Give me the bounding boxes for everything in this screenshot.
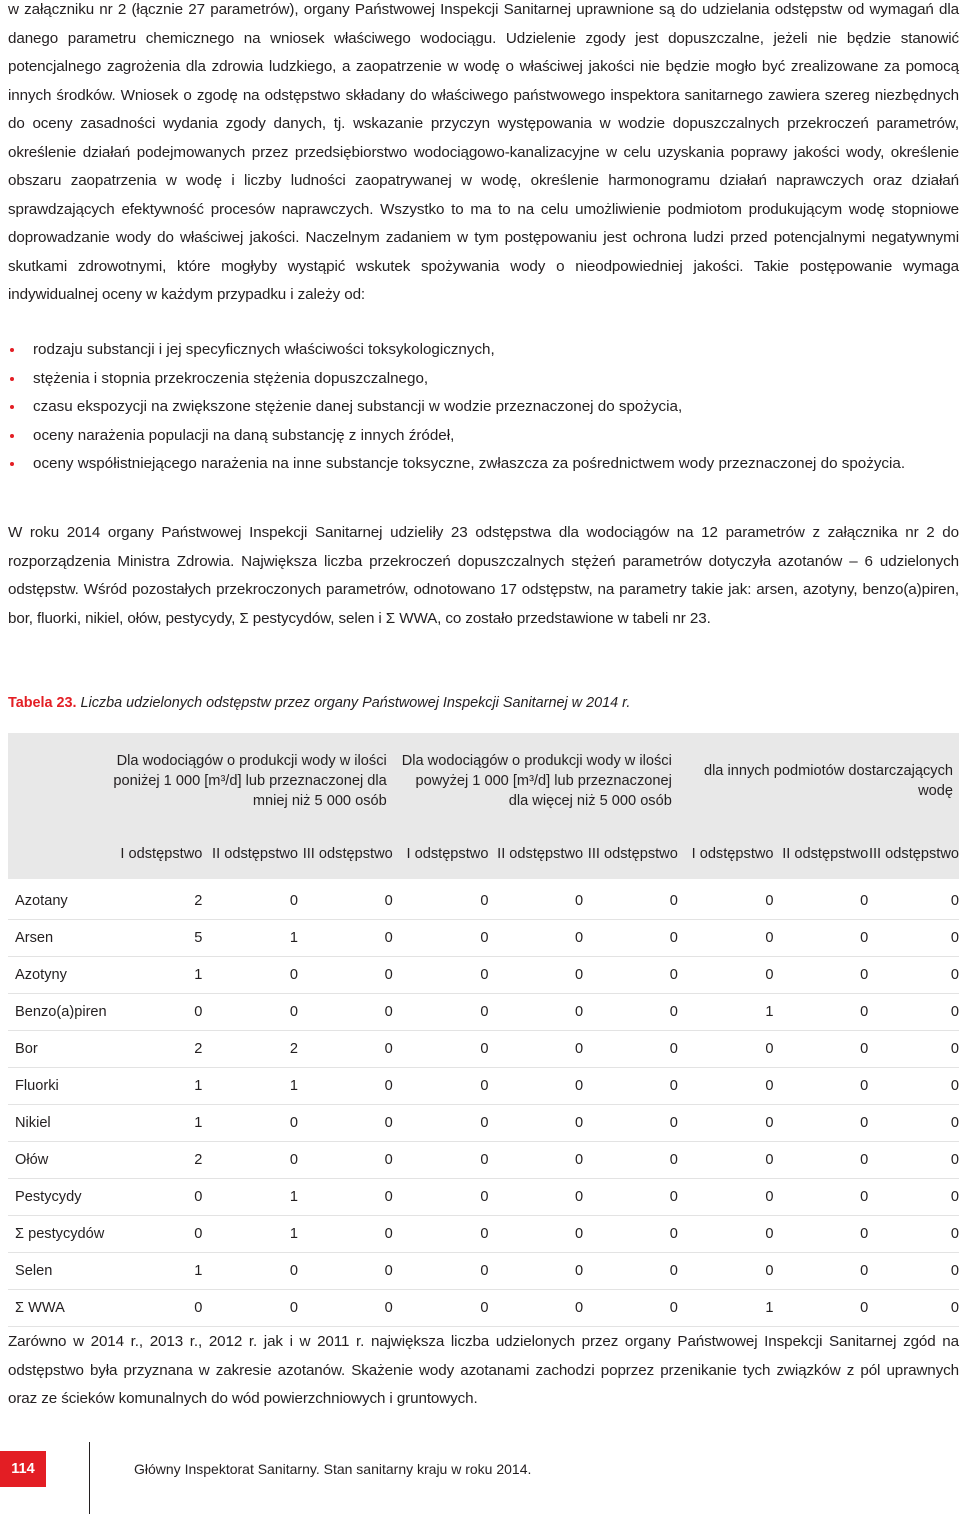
value-cell: 0 (774, 1142, 869, 1179)
value-cell: 0 (678, 1105, 774, 1142)
parameter-name-cell: Azotyny (8, 957, 107, 994)
parameter-name-cell: Benzo(a)piren (8, 994, 107, 1031)
table-row (8, 1105, 959, 1142)
value-cell: 0 (868, 1253, 959, 1290)
value-cell: 0 (583, 957, 678, 994)
value-cell: 0 (583, 1179, 678, 1216)
value-cell: 0 (488, 1068, 583, 1105)
table-row (8, 1068, 959, 1105)
table-body (8, 883, 959, 1327)
table-row (8, 1031, 959, 1068)
value-cell: 0 (393, 1216, 489, 1253)
value-cell: 0 (774, 1068, 869, 1105)
value-cell: 0 (488, 1142, 583, 1179)
value-cell: 0 (393, 1253, 489, 1290)
value-cell: 0 (868, 1216, 959, 1253)
value-cell: 0 (488, 883, 583, 920)
parameter-name-cell: Pestycydy (8, 1179, 107, 1216)
paragraph-conclusion: Zarówno w 2014 r., 2013 r., 2012 r. jak i w 2011 r. największa liczba udzielonych przez organy Państwowej Inspekcji Sanitarnej zgód na odstępstwo była przyznana w zakresie azotanów. Skażenie wody azotanami zachodzi poprzez przenikanie tych związków z pól uprawnych oraz ze ścieków komunalnych do wód powierzchniowych i gruntowych. (8, 1333, 959, 1407)
value-cell: 0 (774, 920, 869, 957)
table-caption (8, 693, 630, 713)
subheader-cell: II odstępstwo (774, 829, 869, 879)
footer-text: Główny Inspektorat Sanitarny. Stan sanitarny kraju w roku 2014. (134, 1461, 532, 1477)
table-row (8, 1216, 959, 1253)
value-cell: 0 (202, 1142, 298, 1179)
value-cell: 0 (298, 1179, 393, 1216)
value-cell: 0 (202, 1253, 298, 1290)
value-cell: 0 (393, 1031, 489, 1068)
value-cell: 0 (202, 994, 298, 1031)
value-cell: 0 (583, 1068, 678, 1105)
value-cell: 0 (393, 1179, 489, 1216)
table-row (8, 883, 959, 920)
value-cell: 0 (774, 1290, 869, 1327)
table-row (8, 1253, 959, 1290)
value-cell: 0 (868, 1179, 959, 1216)
parameter-name-cell: Fluorki (8, 1068, 107, 1105)
value-cell: 0 (107, 1179, 203, 1216)
value-cell: 0 (583, 920, 678, 957)
value-cell: 0 (107, 994, 203, 1031)
value-cell: 0 (583, 883, 678, 920)
value-cell: 0 (393, 1068, 489, 1105)
value-cell: 1 (107, 1105, 203, 1142)
value-cell: 1 (202, 920, 298, 957)
subheader-cell: III odstępstwo (298, 829, 393, 879)
group-header-large: Dla wodociągów o produkcji wody w ilości powyżej 1 000 [m³/d] lub przeznaczonej dla więcej niż 5 000 osób (393, 733, 678, 829)
derogations-table (8, 733, 959, 1327)
value-cell: 0 (868, 1031, 959, 1068)
value-cell: 1 (678, 994, 774, 1031)
value-cell: 1 (107, 1253, 203, 1290)
value-cell: 0 (107, 1216, 203, 1253)
value-cell: 0 (298, 1253, 393, 1290)
value-cell: 0 (678, 1068, 774, 1105)
value-cell: 0 (488, 1290, 583, 1327)
value-cell: 0 (678, 1179, 774, 1216)
parameter-name-cell: Ołów (8, 1142, 107, 1179)
value-cell: 0 (678, 883, 774, 920)
value-cell: 0 (868, 1105, 959, 1142)
group-header-small: Dla wodociągów o produkcji wody w ilości poniżej 1 000 [m³/d] lub przeznaczonej dla mniej niż 5 000 osób (107, 733, 393, 829)
value-cell: 0 (583, 1031, 678, 1068)
value-cell: 0 (678, 1216, 774, 1253)
table-corner-cell (8, 829, 107, 879)
value-cell: 0 (298, 1068, 393, 1105)
value-cell: 0 (298, 920, 393, 957)
value-cell: 0 (488, 920, 583, 957)
subheader-cell: I odstępstwo (107, 829, 203, 879)
value-cell: 2 (202, 1031, 298, 1068)
parameter-name-cell: Selen (8, 1253, 107, 1290)
table-row (8, 957, 959, 994)
parameter-name-cell: Bor (8, 1031, 107, 1068)
value-cell: 0 (393, 1290, 489, 1327)
list-item: oceny narażenia populacji na daną substancję z innych źródeł, (8, 422, 959, 451)
value-cell: 0 (774, 994, 869, 1031)
value-cell: 0 (868, 920, 959, 957)
value-cell: 0 (868, 883, 959, 920)
value-cell: 2 (107, 1031, 203, 1068)
value-cell: 0 (678, 1031, 774, 1068)
value-cell: 0 (202, 883, 298, 920)
value-cell: 0 (774, 1179, 869, 1216)
table-caption-text: Liczba udzielonych odstępstw przez organy Państwowej Inspekcji Sanitarnej w 2014 r. (80, 695, 631, 711)
value-cell: 0 (678, 1253, 774, 1290)
table-caption-label: Tabela 23. (8, 695, 77, 711)
value-cell: 0 (488, 1105, 583, 1142)
value-cell: 0 (393, 957, 489, 994)
value-cell: 0 (868, 1068, 959, 1105)
value-cell: 0 (583, 1105, 678, 1142)
group-header-other: dla innych podmiotów dostarczających wodę (678, 733, 959, 829)
value-cell: 0 (393, 1105, 489, 1142)
value-cell: 0 (298, 1290, 393, 1327)
value-cell: 0 (298, 957, 393, 994)
subheader-cell: II odstępstwo (202, 829, 298, 879)
subheader-cell: III odstępstwo (583, 829, 678, 879)
subheader-cell: III odstępstwo (868, 829, 959, 879)
value-cell: 0 (678, 1142, 774, 1179)
value-cell: 0 (583, 1290, 678, 1327)
subheader-cell: II odstępstwo (488, 829, 583, 879)
value-cell: 2 (107, 883, 203, 920)
value-cell: 0 (488, 957, 583, 994)
value-cell: 0 (202, 1105, 298, 1142)
table-row (8, 1142, 959, 1179)
value-cell: 0 (488, 1031, 583, 1068)
value-cell: 0 (774, 883, 869, 920)
paragraph-intro: w załączniku nr 2 (łącznie 27 parametrów), organy Państwowej Inspekcji Sanitarnej uprawnione są do udzielania odstępstw od wymagań dla danego parametru chemicznego na wniosek właściwego wodociągu. Udzielenie zgody jest dopuszczalne, jeżeli nie będzie stanowić potencjalnego zagrożenia dla zdrowia ludzkiego, a zaopatrzenie w wodę o właściwej jakości nie będzie mogło być zrealizowane za pomocą innych środków. Wniosek o zgodę na odstępstwo składany do właściwego państwowego inspektora sanitarnego zawiera szereg niezbędnych do oceny zasadności wydania zgody danych, tj. wskazanie przyczyn występowania w wodzie dopuszczalnych przekroczeń parametrów, określenie działań podejmowanych przez przedsiębiorstwo wodociągowo-kanalizacyjne w celu uzyskania poprawy jakości wody, określenie obszaru zaopatrzenia w wodę i liczby ludności zaopatrywanej w wodę, określenie harmonogramu działań naprawczych oraz działań sprawdzających efektywność procesów naprawczych. Wszystko to ma to na celu umożliwienie podmiotom produkującym wodę stopniowe doprowadzanie wody do właściwej jakości. Naczelnym zadaniem w tym postępowaniu jest ochrona ludzi przed potencjalnymi negatywnymi skutkami zdrowotnymi, które mogłyby wystąpić wskutek spożywania wody o nieodpowiedniej jakości. Takie postępowanie wymaga indywidualnej oceny w każdym przypadku i zależy od: (8, 1, 959, 303)
subheader-cell: I odstępstwo (393, 829, 489, 879)
value-cell: 0 (583, 1142, 678, 1179)
value-cell: 0 (868, 994, 959, 1031)
value-cell: 0 (583, 1216, 678, 1253)
value-cell: 0 (774, 1253, 869, 1290)
value-cell: 0 (868, 1142, 959, 1179)
value-cell: 0 (298, 994, 393, 1031)
page-number: 114 (0, 1451, 46, 1487)
subheader-cell: I odstępstwo (678, 829, 774, 879)
value-cell: 0 (298, 1105, 393, 1142)
value-cell: 5 (107, 920, 203, 957)
parameter-name-cell: Σ pestycydów (8, 1216, 107, 1253)
value-cell: 1 (202, 1179, 298, 1216)
footer-divider (89, 1442, 90, 1514)
value-cell: 0 (583, 1253, 678, 1290)
value-cell: 0 (393, 920, 489, 957)
value-cell: 0 (298, 883, 393, 920)
list-item: czasu ekspozycji na zwiększone stężenie danej substancji w wodzie przeznaczonej do spożycia, (8, 393, 959, 422)
parameter-name-cell: Nikiel (8, 1105, 107, 1142)
value-cell: 0 (868, 957, 959, 994)
table-subheader-row (8, 829, 959, 879)
value-cell: 0 (774, 957, 869, 994)
table-corner-cell (8, 733, 107, 829)
paragraph-summary-2014: W roku 2014 organy Państwowej Inspekcji Sanitarnej udzieliły 23 odstępstwa dla wodociągów na 12 parametrów z załącznika nr 2 do rozporządzenia Ministra Zdrowia. Największa liczba przekroczeń dopuszczalnych stężeń parametrów dotyczyła azotanów – 6 udzielonych odstępstw. Wśród pozostałych przekroczonych parametrów, odnotowano 17 odstępstw, na parametry takie jak: arsen, azotyny, benzo(a)piren, bor, fluorki, nikiel, ołów, pestycydy, Σ pestycydów, selen i Σ WWA, co zostało przedstawione w tabeli nr 23. (8, 524, 959, 627)
value-cell: 0 (298, 1142, 393, 1179)
value-cell: 1 (202, 1068, 298, 1105)
value-cell: 1 (678, 1290, 774, 1327)
parameter-name-cell: Azotany (8, 883, 107, 920)
value-cell: 0 (678, 920, 774, 957)
value-cell: 1 (107, 957, 203, 994)
value-cell: 1 (107, 1068, 203, 1105)
table-row (8, 994, 959, 1031)
list-item: rodzaju substancji i jej specyficznych właściwości toksykologicznych, (8, 336, 959, 365)
value-cell: 0 (393, 883, 489, 920)
value-cell: 0 (202, 957, 298, 994)
value-cell: 2 (107, 1142, 203, 1179)
value-cell: 0 (583, 994, 678, 1031)
value-cell: 0 (774, 1031, 869, 1068)
value-cell: 0 (488, 1179, 583, 1216)
value-cell: 0 (107, 1290, 203, 1327)
value-cell: 0 (393, 1142, 489, 1179)
value-cell: 0 (393, 994, 489, 1031)
list-item: oceny współistniejącego narażenia na inne substancje toksyczne, zwłaszcza za pośrednictwem wody przeznaczonej do spożycia. (8, 450, 959, 479)
value-cell: 0 (488, 1253, 583, 1290)
value-cell: 0 (678, 957, 774, 994)
list-item: stężenia i stopnia przekroczenia stężenia dopuszczalnego, (8, 365, 959, 394)
value-cell: 0 (774, 1216, 869, 1253)
parameter-name-cell: Σ WWA (8, 1290, 107, 1327)
value-cell: 0 (298, 1216, 393, 1253)
value-cell: 0 (774, 1105, 869, 1142)
table-row (8, 1179, 959, 1216)
criteria-list (8, 336, 959, 479)
value-cell: 0 (488, 994, 583, 1031)
table-group-header-row (8, 733, 959, 829)
value-cell: 0 (488, 1216, 583, 1253)
value-cell: 1 (202, 1216, 298, 1253)
table-row (8, 920, 959, 957)
value-cell: 0 (868, 1290, 959, 1327)
value-cell: 0 (202, 1290, 298, 1327)
value-cell: 0 (298, 1031, 393, 1068)
table-row (8, 1290, 959, 1327)
parameter-name-cell: Arsen (8, 920, 107, 957)
